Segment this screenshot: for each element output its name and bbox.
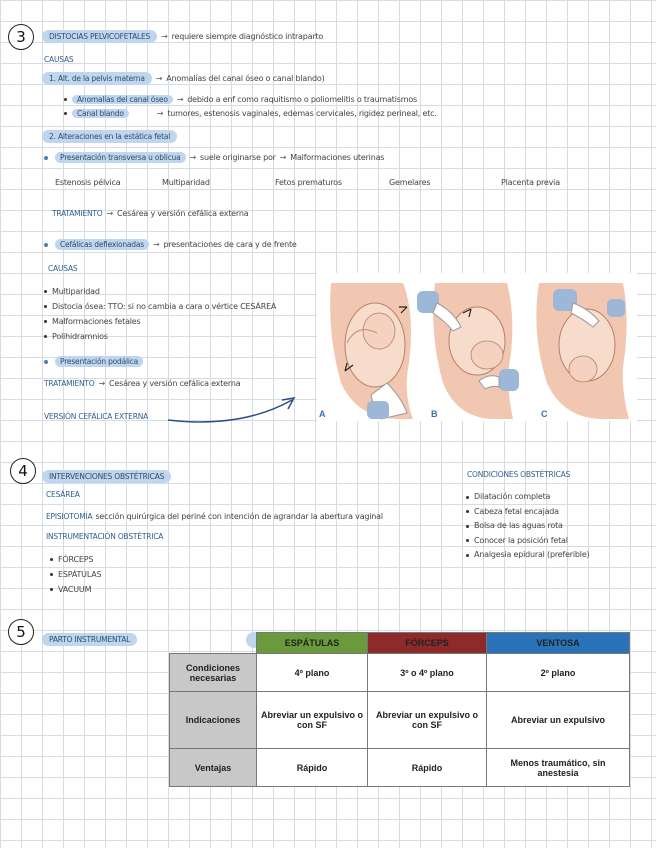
bullet-icon: [44, 320, 47, 323]
bullet-icon: [64, 112, 67, 115]
section-4-header: [42, 464, 171, 483]
cesarea-label: CESÁREA: [46, 490, 80, 499]
section-4-title: INTERVENCIONES OBSTÉTRICAS: [42, 470, 171, 483]
section-3-header: [42, 30, 323, 43]
bullet-icon: [466, 525, 469, 528]
treatment-row: [52, 209, 248, 218]
bullet-icon: [466, 539, 469, 542]
transverse-result: Malformaciones uterinas: [290, 153, 385, 162]
conditions-title: CONDICIONES OBSTÉTRICAS: [467, 470, 571, 479]
cause-2-row: [42, 130, 177, 143]
arrow-icon: →: [176, 95, 184, 104]
list-item: Conocer la posición fetal: [474, 535, 568, 545]
bullet-icon: [64, 98, 67, 101]
table-cell: 3º o 4º plano: [368, 654, 487, 692]
instrumentation-list: [50, 552, 101, 597]
header-espatulas: ESPÁTULAS: [257, 633, 368, 654]
version-label: VERSIÓN CEFÁLICA EXTERNA: [44, 412, 149, 421]
row-label: Ventajas: [170, 749, 257, 787]
row-label: Indicaciones: [170, 692, 257, 749]
deflexed-row: [44, 239, 297, 250]
causas-heading: CAUSAS: [44, 55, 74, 64]
transverse-text: suele originarse por: [200, 153, 276, 162]
table-header-row: [170, 633, 630, 654]
header-ventosa: VENTOSA: [487, 633, 630, 654]
sub-item-1-label: Anomalías del canal óseo: [72, 95, 173, 104]
deflexed-label: Cefálicas deflexionadas: [55, 239, 149, 250]
bullet-icon: [466, 554, 469, 557]
instrumentation-label: INSTRUMENTACIÓN OBSTÉTRICA: [46, 532, 164, 541]
arrow-icon: →: [155, 74, 163, 83]
treatment-label: TRATAMIENTO: [52, 209, 103, 218]
episiotomy-text: sección quirúrgica del periné con intención de agrandar la abertura vaginal: [95, 512, 383, 521]
sub-item-1: [64, 95, 417, 104]
deflexed-text: presentaciones de cara y de frente: [163, 240, 297, 249]
figure-label-a: A: [319, 409, 326, 419]
figure-label-c: C: [541, 409, 548, 419]
list-item: Analgesia epidural (preferible): [474, 550, 590, 559]
arrow-icon: →: [152, 240, 160, 249]
row-label: Condiciones necesarias: [170, 654, 257, 692]
bullet-icon: [44, 290, 47, 293]
cause-2-label: 2. Alteraciones en la estática fetal: [42, 130, 177, 143]
bullet-icon: [44, 335, 47, 338]
bullet-icon: [44, 360, 48, 364]
cause-1-label: 1. Alt. de la pelvis materna: [42, 72, 152, 85]
bullet-icon: [50, 573, 53, 576]
podalic-label: Presentación podálica: [55, 356, 143, 367]
figure-label-b: B: [431, 409, 438, 419]
table-cell: Abreviar un expulsivo o con SF: [257, 692, 368, 749]
list-item: ESPÁTULAS: [58, 570, 102, 579]
cause-1-row: [42, 72, 325, 85]
arrow-icon: →: [279, 153, 287, 162]
header-forceps: FÓRCEPS: [368, 633, 487, 654]
bullet-icon: [44, 156, 48, 160]
table-cell: Rápido: [368, 749, 487, 787]
bullet-icon: [466, 496, 469, 499]
sub-item-2: [64, 109, 437, 118]
table-cell: Menos traumático, sin anestesia: [487, 749, 630, 787]
section-number-5: 5: [8, 619, 34, 645]
causas-2-list: [44, 284, 276, 344]
section-5-title: PARTO INSTRUMENTAL: [42, 633, 137, 646]
arrow-icon: →: [161, 32, 168, 41]
list-item: Multiparidad: [52, 287, 100, 296]
instrumental-delivery-table: [169, 632, 630, 787]
section-number-3: 3: [8, 24, 34, 50]
list-item: FÓRCEPS: [58, 555, 94, 564]
table-cell: Abreviar un expulsivo: [487, 692, 630, 749]
arrow-icon: →: [189, 153, 197, 162]
treatment-text: Cesárea y versión cefálica externa: [117, 209, 249, 218]
list-item: Dilatación completa: [474, 492, 551, 501]
treatment-2-label: TRATAMIENTO: [44, 379, 95, 388]
transverse-label: Presentación transversa u oblicua: [55, 152, 186, 163]
bullet-icon: [50, 558, 53, 561]
table-row: [170, 749, 630, 787]
section-3-note: requiere siempre diagnóstico intraparto: [171, 32, 324, 41]
section-number-4: 4: [10, 458, 36, 484]
bullet-icon: [50, 588, 53, 591]
sub-item-1-text: debido a enf como raquitismo o poliomelitis o traumatismos: [187, 95, 417, 104]
sub-item-2-text: tumores, estenosis vaginales, edemas cervicales, rigidez perineal, etc.: [167, 109, 437, 118]
factor-item: Placenta previa: [501, 178, 560, 187]
table-row: [170, 654, 630, 692]
list-item: Malformaciones fetales: [52, 317, 141, 326]
table-corner: [170, 633, 257, 654]
arrow-icon: →: [98, 379, 105, 388]
transverse-row: [44, 152, 384, 163]
list-item: Bolsa de las aguas rota: [474, 521, 563, 530]
sub-item-2-label: Canal blando: [72, 109, 129, 118]
treatment-2-text: Cesárea y versión cefálica externa: [109, 379, 241, 388]
table-cell: 4º plano: [257, 654, 368, 692]
list-item: Polihidramnios: [52, 332, 108, 341]
factor-item: Estenosis pélvica: [55, 178, 121, 187]
table-cell: Rápido: [257, 749, 368, 787]
list-item: Distocia ósea: TTO: si no cambia a cara o vértice CESÁREA: [52, 302, 277, 311]
bullet-icon: [44, 305, 47, 308]
bullet-icon: [466, 510, 469, 513]
episiotomy-row: [46, 512, 383, 521]
factor-item: Multiparidad: [162, 178, 210, 187]
arrow-icon: →: [156, 109, 164, 118]
bullet-icon: [44, 243, 48, 247]
section-3-title: DISTOCIAS PELVICOFETALES: [42, 30, 157, 43]
table-cell: Abreviar un expulsivo o con SF: [368, 692, 487, 749]
external-version-illustration: [317, 273, 637, 421]
podalic-row: [44, 356, 143, 367]
table-row: [170, 692, 630, 749]
arrow-icon: →: [106, 209, 113, 218]
factor-item: Fetos prematuros: [275, 178, 342, 187]
section-5-header: [42, 627, 137, 646]
episiotomy-label: EPISIOTOMÍA: [46, 512, 93, 521]
list-item: Cabeza fetal encajada: [474, 506, 559, 516]
causas-2-heading: CAUSAS: [48, 264, 78, 273]
table-cell: 2º plano: [487, 654, 630, 692]
list-item: VACUUM: [58, 585, 92, 594]
curved-arrow-icon: [160, 392, 300, 426]
cause-1-text: Anomalías del canal óseo o canal blando): [166, 74, 325, 83]
factor-item: Gemelares: [389, 178, 431, 187]
conditions-list: [466, 490, 589, 563]
treatment-2-row: [44, 379, 240, 388]
